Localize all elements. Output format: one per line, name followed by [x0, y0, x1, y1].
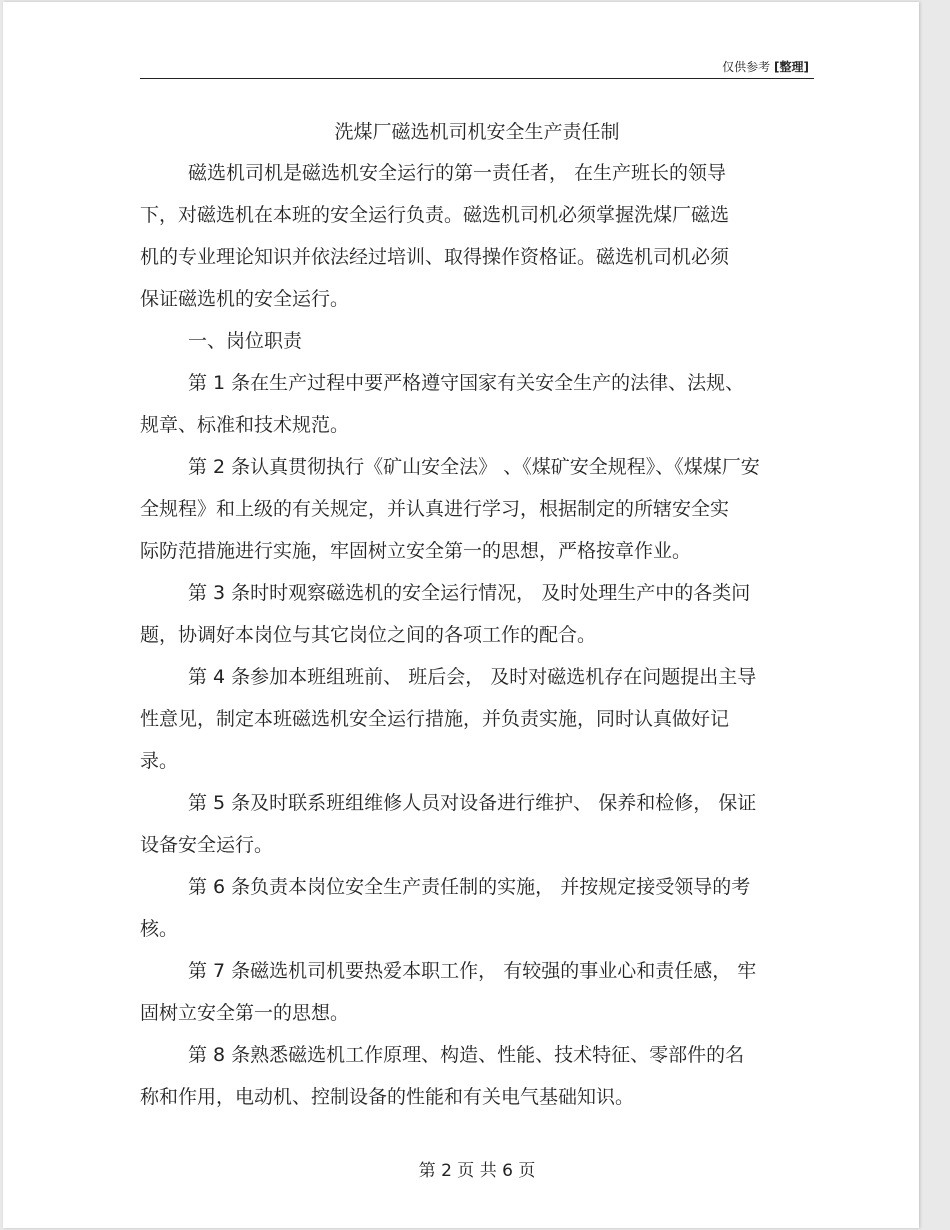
body-line: 第 5 条及时联系班组维修人员对设备进行维护、 保养和检修， 保证 — [188, 792, 757, 814]
page-number-footer: 第 2 页 共 6 页 — [418, 1161, 536, 1181]
body-line: 固树立安全第一的思想。 — [140, 1002, 350, 1024]
body-line: 核。 — [140, 918, 179, 940]
body-line: 称和作用，电动机、控制设备的性能和有关电气基础知识。 — [140, 1086, 635, 1108]
body-line: 录。 — [140, 750, 179, 772]
header-tag: [整理] — [774, 60, 809, 74]
page-header — [722, 58, 809, 75]
body-line: 第 7 条磁选机司机要热爱本职工作， 有较强的事业心和责任感， 牢 — [188, 960, 757, 982]
body-line: 际防范措施进行实施，牢固树立安全第一的思想，严格按章作业。 — [140, 540, 692, 562]
body-line: 设备安全运行。 — [140, 834, 274, 856]
body-line: 第 3 条时时观察磁选机的安全运行情况， 及时处理生产中的各类问 — [188, 582, 751, 604]
body-line: 第 4 条参加本班组班前、 班后会， 及时对磁选机存在问题提出主导 — [188, 666, 757, 688]
body-line: 下，对磁选机在本班的安全运行负责。磁选机司机必须掌握洗煤厂磁选 — [140, 204, 730, 226]
body-line: 第 2 条认真贯彻执行《矿山安全法》 、《煤矿安全规程》、《煤煤厂安 — [188, 456, 760, 478]
body-line: 全规程》和上级的有关规定，并认真进行学习，根据制定的所辖安全实 — [140, 498, 730, 520]
body-line: 保证磁选机的安全运行。 — [140, 288, 350, 310]
body-line: 规章、标准和技术规范。 — [140, 414, 350, 436]
body-line: 机的专业理论知识并依法经过培训、取得操作资格证。磁选机司机必须 — [140, 246, 730, 268]
document-page — [3, 2, 919, 1228]
document-body — [140, 152, 814, 1118]
section-heading: 一、岗位职责 — [188, 330, 303, 352]
body-line: 第 8 条熟悉磁选机工作原理、构造、性能、技术特征、零部件的名 — [188, 1044, 745, 1066]
body-line: 磁选机司机是磁选机安全运行的第一责任者， 在生产班长的领导 — [188, 162, 727, 184]
document-title: 洗煤厂磁选机司机安全生产责任制 — [334, 121, 620, 143]
body-line: 第 1 条在生产过程中要严格遵守国家有关安全生产的法律、法规、 — [188, 372, 745, 394]
body-line: 性意见，制定本班磁选机安全运行措施，并负责实施，同时认真做好记 — [140, 708, 730, 730]
header-divider — [140, 78, 814, 79]
body-line: 第 6 条负责本岗位安全生产责任制的实施， 并按规定接受领导的考 — [188, 876, 751, 898]
header-label: 仅供参考 — [722, 60, 771, 74]
body-line: 题，协调好本岗位与其它岗位之间的各项工作的配合。 — [140, 624, 597, 646]
